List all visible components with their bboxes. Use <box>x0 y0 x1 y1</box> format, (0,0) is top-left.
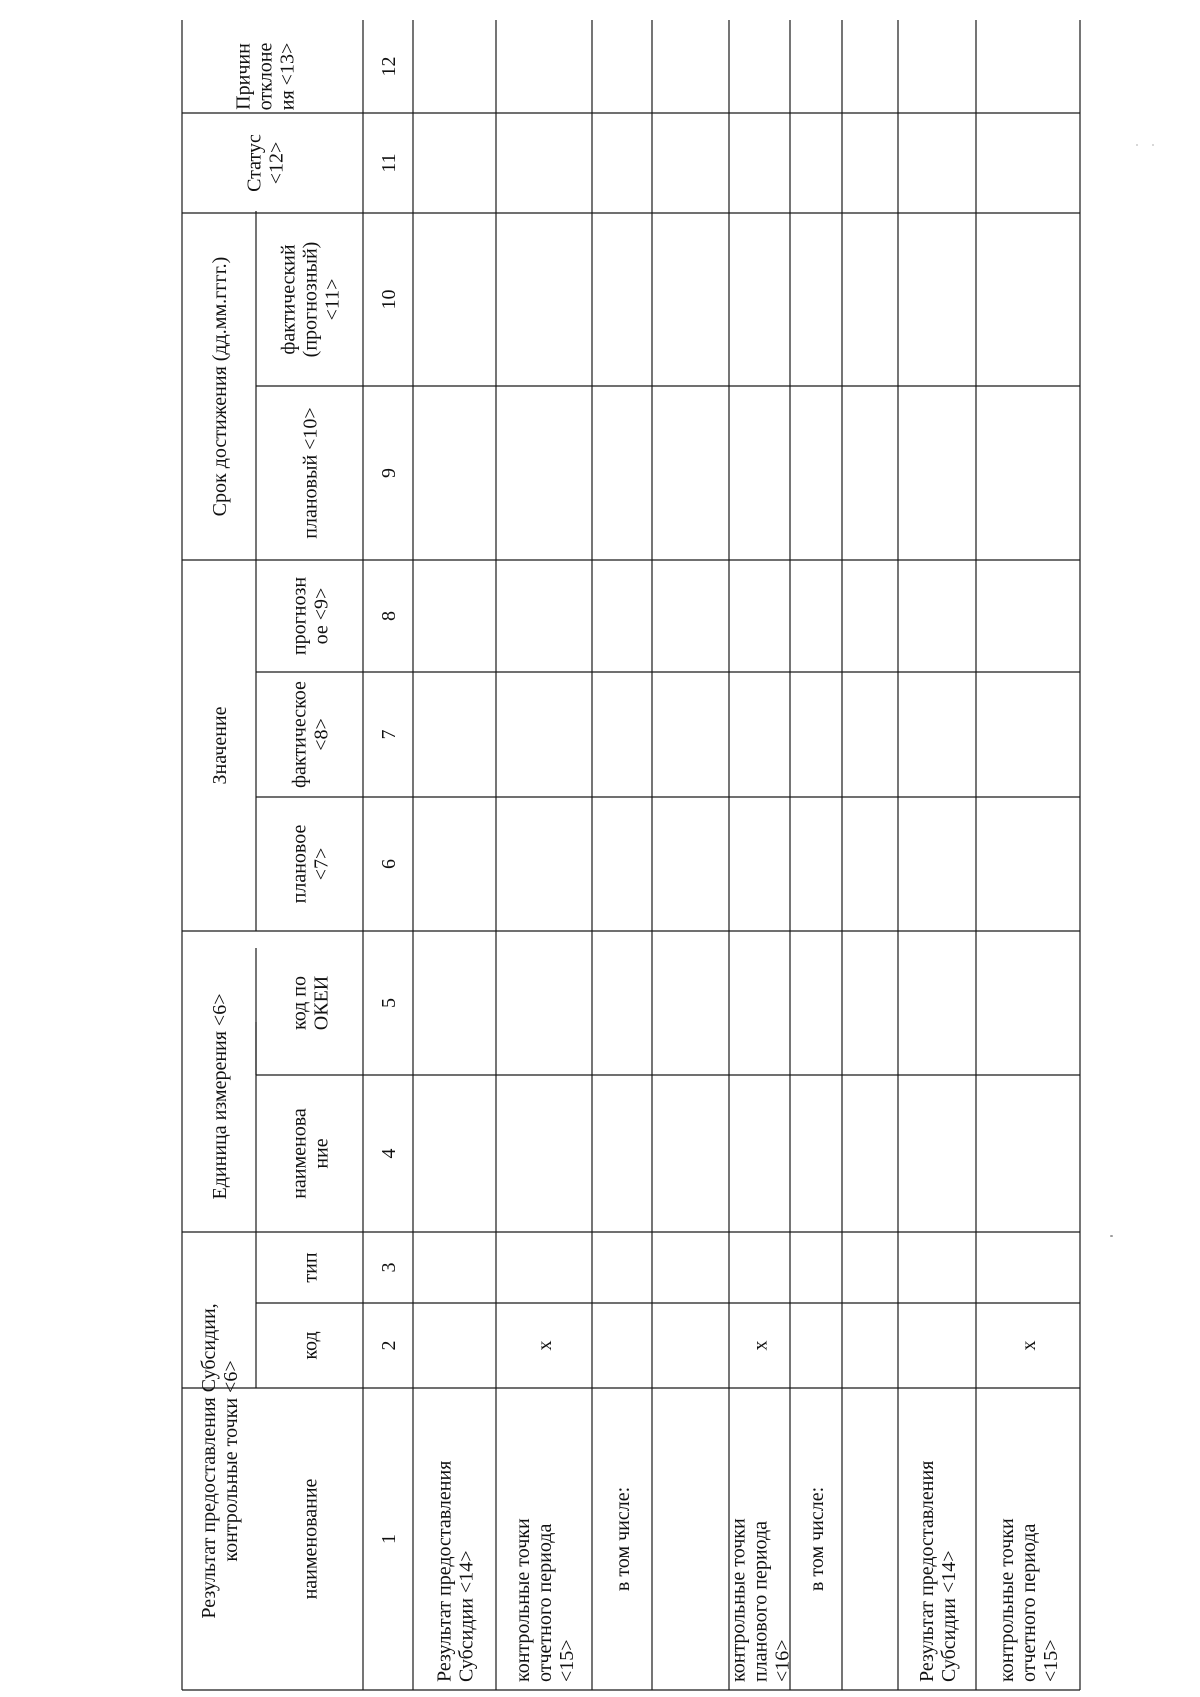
row-code: x <box>1018 1340 1040 1351</box>
header-unit-group: Единица измерения <6> <box>209 993 231 1200</box>
subheader-5: код поОКЕИ <box>288 975 333 1031</box>
subheader-7: фактическое<8> <box>288 681 333 788</box>
subheader-2: код <box>299 1331 322 1360</box>
row-code: x <box>749 1340 772 1351</box>
row-name: контрольные точкиотчетного периода<15> <box>512 1518 578 1682</box>
subheader-10: фактический(прогнозный)<11> <box>277 241 344 358</box>
row-code: x <box>534 1340 556 1351</box>
column-number-6: 6 <box>378 859 400 869</box>
column-number-10: 10 <box>378 289 400 310</box>
table-text <box>198 43 1062 1682</box>
subheader-9: плановый <10> <box>299 407 322 539</box>
scan-speck <box>1136 144 1138 146</box>
header-reason: Причинотклонеия <13> <box>232 42 299 111</box>
column-number-1: 1 <box>378 1534 400 1544</box>
row-name: Результат предоставленияСубсидии <14> <box>433 1460 478 1682</box>
column-number-2: 2 <box>378 1340 400 1351</box>
subheader-6: плановое<7> <box>288 824 333 904</box>
column-number-9: 9 <box>378 468 400 478</box>
column-number-11: 11 <box>378 153 400 173</box>
row-name: Результат предоставленияСубсидии <14> <box>916 1460 960 1682</box>
column-number-4: 4 <box>378 1148 400 1159</box>
column-number-7: 7 <box>378 729 400 740</box>
subheader-1: наименование <box>299 1478 322 1600</box>
row-name: контрольные точкиотчетного периода<15> <box>996 1518 1062 1682</box>
row-name: в том числе: <box>612 1486 634 1592</box>
column-number-12: 12 <box>378 56 400 77</box>
scan-speck <box>1110 1235 1113 1237</box>
subheader-3: тип <box>299 1252 322 1283</box>
header-result-group: Результат предоставления Субсидии,контрольные точки <6> <box>198 1303 242 1619</box>
row-name: контрольные точкипланового периода<16> <box>727 1518 794 1682</box>
scan-speck <box>1152 144 1154 146</box>
subheader-4: наименование <box>288 1108 333 1199</box>
row-name: в том числе: <box>806 1486 828 1592</box>
column-number-5: 5 <box>378 998 400 1008</box>
header-deadline-group: Срок достижения (дд.мм.гггг.) <box>209 256 231 517</box>
subheader-8: прогнозное <9> <box>288 576 333 656</box>
column-number-3: 3 <box>378 1262 400 1273</box>
header-value-group: Значение <box>209 706 231 785</box>
header-status: Статус<12> <box>243 134 288 192</box>
column-number-8: 8 <box>378 611 400 621</box>
